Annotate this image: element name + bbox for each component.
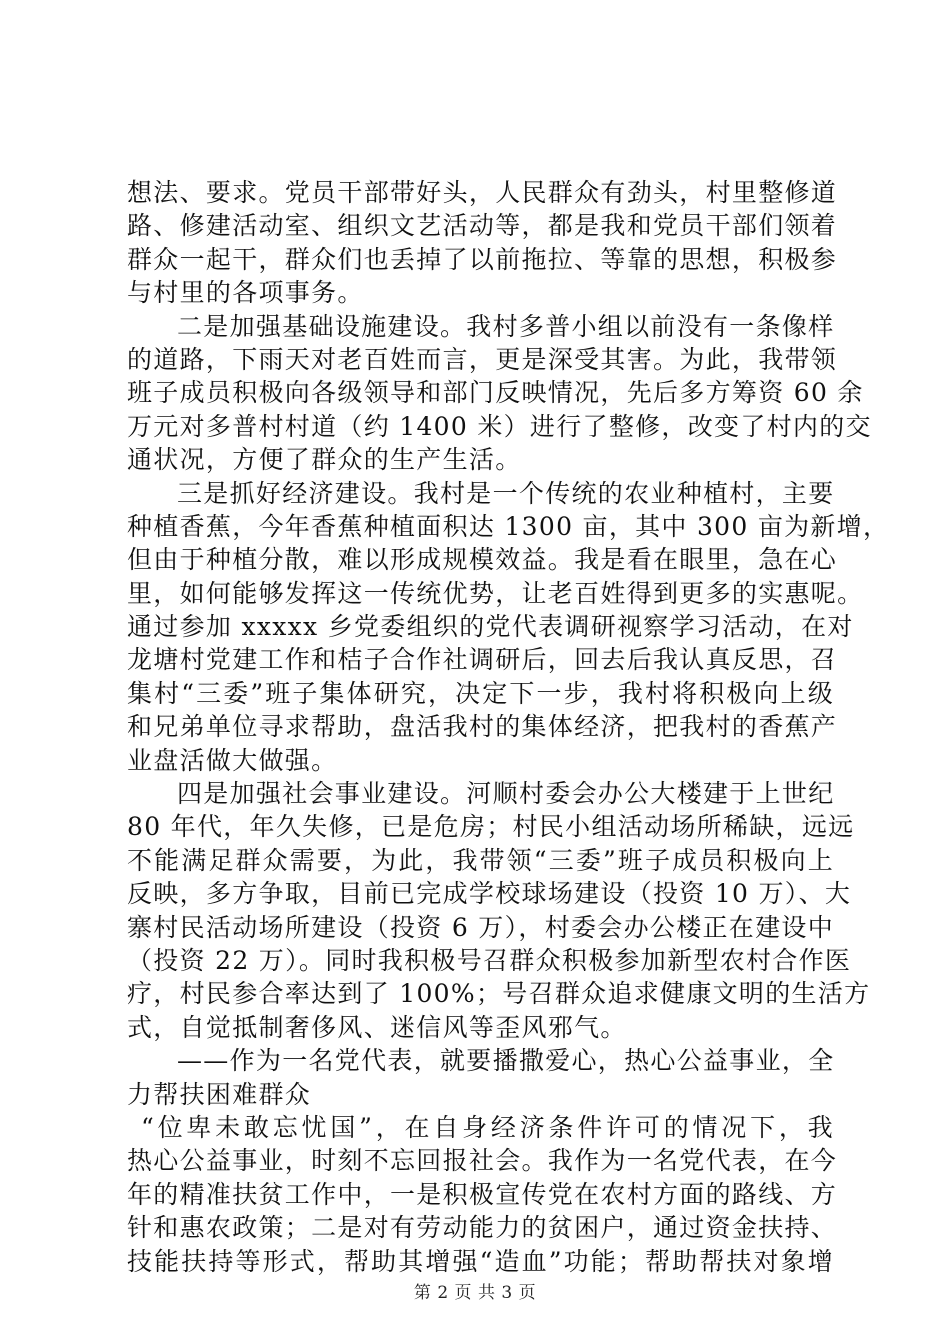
text-line: 式，自觉抵制奢侈风、迷信风等歪风邪气。	[127, 1012, 627, 1042]
text-line: 通过参加 xxxxx 乡党委组织的党代表调研视察学习活动，在对	[127, 612, 854, 642]
paragraph-first-line: 三是抓好经济建设。我村是一个传统的农业种植村，主要	[177, 478, 835, 508]
text-line: 班子成员积极向各级领导和部门反映情况，先后多方筹资 60 余	[127, 378, 864, 408]
text-line: 想法、要求。党员干部带好头，人民群众有劲头，村里整修道	[127, 178, 838, 207]
text-line: 和兄弟单位寻求帮助，盘活我村的集体经济，把我村的香蕉产	[127, 712, 838, 742]
text-line: 热心公益事业，时刻不忘回报社会。我作为一名党代表，在今	[127, 1146, 838, 1176]
text-line: 年的精准扶贫工作中，一是积极宣传党在农村方面的路线、方	[127, 1179, 838, 1209]
section-heading-line: ——作为一名党代表，就要播撒爱心，热心公益事业，全	[177, 1046, 835, 1076]
text-line: 通状况，方便了群众的生产生活。	[127, 445, 522, 475]
text-line: 龙塘村党建工作和桔子合作社调研后，回去后我认真反思，召	[127, 645, 838, 675]
text-line: 不能满足群众需要，为此，我带领“三委”班子成员积极向上	[127, 845, 834, 875]
section-heading-line: 力帮扶困难群众	[127, 1079, 312, 1109]
text-line: 里，如何能够发挥这一传统优势，让老百姓得到更多的实惠呢。	[127, 578, 864, 608]
paragraph-first-line: 二是加强基础设施建设。我村多普小组以前没有一条像样	[177, 311, 835, 341]
text-line: 寨村民活动场所建设（投资 6 万），村委会办公楼正在建设中	[127, 912, 835, 942]
text-line: 反映，多方争取，目前已完成学校球场建设（投资 10 万）、大	[127, 879, 852, 909]
text-line: 群众一起干，群众们也丢掉了以前拖拉、等靠的思想，积极参	[127, 244, 838, 274]
text-line: 80 年代，年久失修，已是危房；村民小组活动场所稀缺，远远	[127, 812, 855, 842]
document-body	[127, 176, 890, 1278]
paragraph-first-line: “位卑未敢忘忧国”，在自身经济条件许可的情况下，我	[141, 1112, 834, 1142]
page-number: 第 2 页 共 3 页	[413, 1283, 537, 1303]
text-line: 技能扶持等形式，帮助其增强“造血”功能；帮助帮扶对象增	[127, 1246, 834, 1276]
text-line: 业盘活做大做强。	[127, 745, 338, 775]
text-line: 疗，村民参合率达到了 100%；号召群众追求健康文明的生活方	[127, 979, 871, 1009]
text-line: 的道路，下雨天对老百姓而言，更是深受其害。为此，我带领	[127, 344, 838, 374]
text-line: 与村里的各项事务。	[127, 278, 364, 308]
paragraph-first-line: 四是加强社会事业建设。河顺村委会办公大楼建于上世纪	[177, 779, 835, 809]
text-line: 种植香蕉，今年香蕉种植面积达 1300 亩，其中 300 亩为新增，	[127, 511, 890, 541]
text-line: 针和惠农政策；二是对有劳动能力的贫困户，通过资金扶持、	[127, 1213, 838, 1243]
text-line: （投资 22 万）。同时我积极号召群众积极参加新型农村合作医	[127, 945, 852, 975]
text-line: 路、修建活动室、组织文艺活动等，都是我和党员干部们领着	[127, 211, 838, 241]
text-line: 集村“三委”班子集体研究，决定下一步，我村将积极向上级	[127, 678, 834, 708]
text-line: 但由于种植分散，难以形成规模效益。我是看在眼里，急在心	[127, 545, 838, 575]
text-line: 万元对多普村村道（约 1400 米）进行了整修，改变了村内的交	[127, 411, 872, 441]
